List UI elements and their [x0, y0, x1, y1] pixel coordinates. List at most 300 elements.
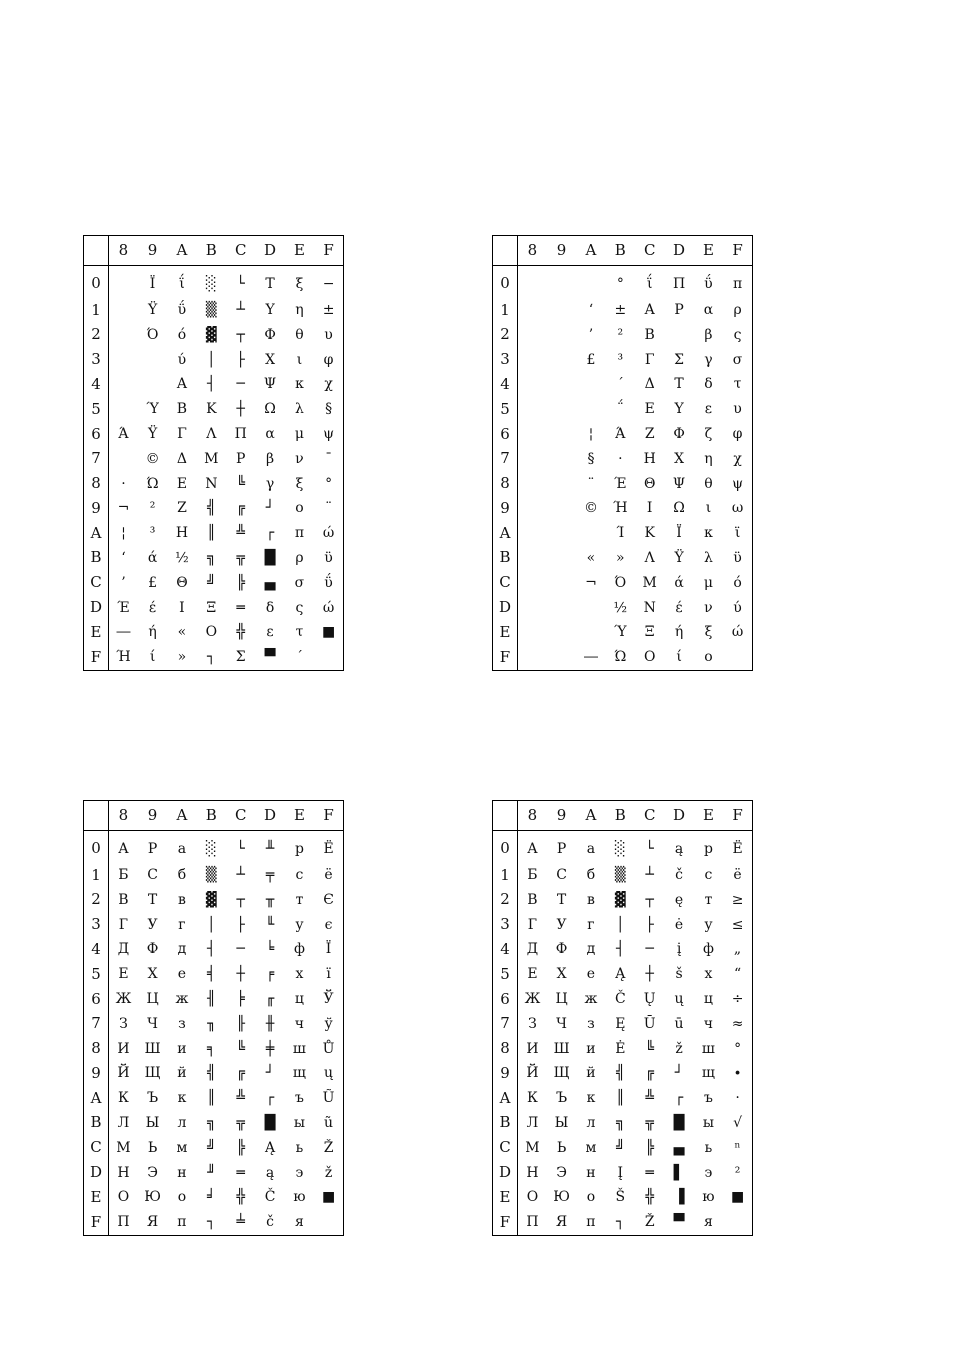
- table-row: [84, 595, 344, 620]
- glyph-cell: Ė: [615, 1040, 626, 1057]
- glyph-cell: ί: [676, 649, 682, 666]
- glyph-cell: Υ: [265, 302, 275, 319]
- glyph-cell: Β: [644, 326, 655, 343]
- table-row: [493, 831, 753, 863]
- glyph-cell: и: [586, 1040, 596, 1057]
- glyph-cell: И: [526, 1040, 539, 1057]
- table-row: [84, 863, 344, 888]
- glyph-cell: ■: [321, 1189, 336, 1206]
- glyph-cell: █: [264, 549, 276, 566]
- table-row: [493, 620, 753, 645]
- row-header: 6: [84, 987, 109, 1012]
- glyph-cell: ╬: [236, 1189, 245, 1206]
- table-row: [493, 987, 753, 1012]
- glyph-cell: ΰ: [704, 275, 713, 292]
- glyph-cell: └: [236, 275, 245, 292]
- glyph-cell: Ρ: [235, 450, 246, 467]
- glyph-cell: Ъ: [556, 1090, 568, 1107]
- glyph-cell: ο: [295, 500, 304, 517]
- glyph-cell: Ф: [146, 941, 159, 958]
- glyph-cell: ²: [617, 326, 624, 343]
- glyph-cell: х: [295, 966, 304, 983]
- glyph-cell: [547, 347, 576, 372]
- glyph-cell: А: [118, 840, 129, 857]
- glyph-cell: Λ: [644, 549, 655, 566]
- glyph-cell: Τ: [265, 275, 275, 292]
- glyph-cell: Ϊ: [676, 525, 682, 542]
- glyph-cell: ж: [175, 991, 189, 1008]
- glyph-cell: у: [704, 916, 713, 933]
- glyph-cell: π: [732, 275, 743, 292]
- glyph-cell: ύ: [177, 351, 187, 368]
- glyph-cell: ю: [293, 1189, 306, 1206]
- glyph-cell: т: [704, 891, 713, 908]
- table-row: [84, 1011, 344, 1036]
- row-header: 2: [493, 323, 518, 348]
- glyph-cell: ξ: [704, 624, 713, 641]
- column-header: C: [226, 801, 255, 831]
- glyph-cell: “: [733, 966, 742, 983]
- table-row: [84, 620, 344, 645]
- glyph-cell: ∙: [734, 1065, 741, 1082]
- glyph-cell: ░: [614, 840, 626, 857]
- glyph-cell: э: [295, 1164, 304, 1181]
- glyph-cell: ё: [733, 867, 742, 884]
- glyph-cell: [109, 298, 138, 323]
- glyph-cell: в: [177, 891, 186, 908]
- glyph-cell: ξ: [295, 275, 304, 292]
- glyph-cell: З: [119, 1015, 128, 1032]
- glyph-cell: ν: [295, 450, 304, 467]
- glyph-cell: К: [118, 1090, 129, 1107]
- glyph-cell: ρ: [295, 549, 304, 566]
- glyph-cell: ┤: [207, 376, 216, 393]
- glyph-cell: ΄: [295, 649, 303, 666]
- glyph-cell: Č: [614, 991, 626, 1008]
- glyph-cell: Μ: [642, 574, 657, 591]
- glyph-cell: [576, 372, 605, 397]
- glyph-cell: Я: [555, 1214, 568, 1231]
- table-row: [493, 266, 753, 298]
- glyph-cell: Ϋ: [147, 302, 158, 319]
- glyph-cell: [138, 347, 167, 372]
- glyph-cell: Л: [117, 1114, 130, 1131]
- glyph-cell: [723, 1210, 752, 1236]
- glyph-cell: и: [177, 1040, 187, 1057]
- row-header: 1: [84, 863, 109, 888]
- glyph-cell: ą: [265, 1164, 275, 1181]
- glyph-cell: ╩: [645, 1090, 654, 1107]
- glyph-cell: │: [616, 916, 625, 933]
- table-row: [84, 1160, 344, 1185]
- column-header: E: [285, 236, 314, 266]
- glyph-cell: Δ: [644, 376, 655, 393]
- column-header: E: [694, 236, 723, 266]
- row-header: D: [493, 595, 518, 620]
- glyph-cell: ▓: [205, 891, 217, 908]
- glyph-cell: а: [586, 840, 596, 857]
- glyph-cell: м: [585, 1139, 597, 1156]
- glyph-cell: Χ: [265, 351, 276, 368]
- table-row: [493, 937, 753, 962]
- row-header: 1: [84, 298, 109, 323]
- table-row: [84, 937, 344, 962]
- glyph-cell: [518, 266, 547, 298]
- glyph-cell: ╖: [207, 1015, 216, 1032]
- row-header: C: [84, 570, 109, 595]
- glyph-cell: Ů: [322, 1040, 335, 1057]
- glyph-cell: Е: [527, 966, 538, 983]
- column-header: C: [226, 236, 255, 266]
- glyph-cell: ’: [588, 326, 594, 343]
- glyph-cell: ╝: [207, 574, 216, 591]
- glyph-cell: ω: [731, 500, 744, 517]
- glyph-cell: Ι: [179, 599, 185, 616]
- glyph-cell: а: [177, 840, 187, 857]
- row-header: 8: [84, 471, 109, 496]
- table-row: [84, 1185, 344, 1210]
- glyph-cell: ╓: [265, 991, 275, 1008]
- glyph-cell: ь: [704, 1139, 713, 1156]
- glyph-cell: О: [117, 1189, 130, 1206]
- glyph-cell: ─: [236, 941, 245, 958]
- glyph-cell: ι: [705, 500, 712, 517]
- glyph-cell: Η: [175, 525, 189, 542]
- row-header: 7: [493, 446, 518, 471]
- glyph-cell: μ: [294, 426, 304, 443]
- table-row: [493, 521, 753, 546]
- row-header: 9: [84, 496, 109, 521]
- row-header: 4: [493, 372, 518, 397]
- glyph-cell: ╬: [645, 1189, 654, 1206]
- table-row: [493, 471, 753, 496]
- glyph-cell: β: [266, 450, 275, 467]
- glyph-cell: А: [527, 840, 538, 857]
- table-row: [493, 446, 753, 471]
- glyph-cell: ‘: [588, 302, 594, 319]
- row-header: C: [493, 1135, 518, 1160]
- glyph-cell: ╔: [236, 500, 245, 517]
- glyph-cell: ъ: [703, 1090, 713, 1107]
- glyph-cell: ╗: [207, 1114, 216, 1131]
- table-row: [493, 962, 753, 987]
- glyph-cell: е: [586, 966, 596, 983]
- row-header: 4: [84, 937, 109, 962]
- glyph-cell: λ: [295, 401, 304, 418]
- glyph-cell: „: [733, 941, 742, 958]
- glyph-cell: [518, 446, 547, 471]
- glyph-cell: ╩: [236, 1090, 245, 1107]
- glyph-cell: Į: [617, 1164, 624, 1181]
- column-header: B: [606, 236, 635, 266]
- row-header: 3: [493, 347, 518, 372]
- glyph-cell: ф: [293, 941, 305, 958]
- row-header: 6: [84, 422, 109, 447]
- glyph-cell: ±: [322, 302, 335, 319]
- glyph-cell: [547, 266, 576, 298]
- glyph-cell: μ: [703, 574, 713, 591]
- glyph-cell: »: [616, 549, 625, 566]
- row-header: 7: [84, 1011, 109, 1036]
- row-header: 8: [493, 471, 518, 496]
- glyph-cell: Т: [147, 891, 158, 908]
- glyph-cell: ▓: [614, 891, 626, 908]
- glyph-cell: п: [586, 1214, 596, 1231]
- column-header: 8: [518, 801, 547, 831]
- glyph-cell: ═: [645, 1164, 654, 1181]
- glyph-cell: Š: [615, 1189, 626, 1206]
- glyph-cell: ║: [207, 525, 216, 542]
- column-header: B: [197, 236, 226, 266]
- glyph-cell: [518, 595, 547, 620]
- row-header: 8: [84, 1036, 109, 1061]
- glyph-cell: Р: [556, 840, 567, 857]
- glyph-cell: ╚: [236, 475, 245, 492]
- table-row: [493, 1185, 753, 1210]
- glyph-cell: Ь: [147, 1139, 158, 1156]
- glyph-cell: α: [265, 426, 275, 443]
- glyph-cell: α: [703, 302, 714, 319]
- row-header: 5: [493, 962, 518, 987]
- glyph-cell: д: [177, 941, 187, 958]
- glyph-cell: ΰ: [324, 574, 333, 591]
- glyph-cell: Ι: [646, 500, 653, 517]
- table-row: [493, 645, 753, 671]
- row-header: 7: [84, 446, 109, 471]
- glyph-cell: λ: [704, 549, 713, 566]
- glyph-cell: Ū: [643, 1015, 656, 1032]
- glyph-cell: щ: [292, 1065, 306, 1082]
- table-row: [493, 1011, 753, 1036]
- glyph-cell: Ą: [615, 966, 626, 983]
- glyph-cell: ύ: [733, 599, 742, 616]
- glyph-cell: ╤: [265, 867, 275, 884]
- glyph-cell: О: [526, 1189, 539, 1206]
- glyph-cell: [109, 347, 138, 372]
- glyph-cell: Η: [643, 450, 656, 467]
- table-row: [84, 1135, 344, 1160]
- row-header: 8: [493, 1036, 518, 1061]
- glyph-cell: ъ: [294, 1090, 304, 1107]
- glyph-cell: [518, 521, 547, 546]
- glyph-cell: υ: [733, 401, 742, 418]
- glyph-cell: ў: [324, 1015, 333, 1032]
- glyph-cell: ─: [645, 941, 654, 958]
- glyph-cell: ž: [324, 1164, 333, 1181]
- glyph-cell: °: [734, 1040, 742, 1057]
- glyph-cell: ├: [645, 916, 654, 933]
- glyph-cell: о: [586, 1189, 596, 1206]
- glyph-cell: ϋ: [324, 549, 333, 566]
- glyph-cell: ї: [326, 966, 331, 983]
- glyph-cell: ū: [674, 1015, 684, 1032]
- glyph-cell: [109, 323, 138, 348]
- glyph-cell: [576, 521, 605, 546]
- code-table-bottom-right: [492, 800, 753, 1236]
- glyph-cell: ·: [618, 450, 623, 467]
- row-header: A: [84, 1086, 109, 1111]
- glyph-cell: К: [527, 1090, 538, 1107]
- glyph-cell: Щ: [553, 1065, 570, 1082]
- glyph-cell: δ: [265, 599, 275, 616]
- glyph-cell: ζ: [704, 426, 713, 443]
- glyph-cell: ┴: [645, 867, 654, 884]
- glyph-cell: ψ: [732, 475, 744, 492]
- glyph-cell: ΰ: [177, 302, 187, 319]
- row-header: B: [493, 546, 518, 571]
- glyph-cell: м: [176, 1139, 188, 1156]
- row-header: D: [84, 595, 109, 620]
- glyph-cell: ╥: [265, 891, 275, 908]
- glyph-cell: ┐: [207, 1214, 216, 1231]
- row-header: 1: [493, 863, 518, 888]
- table-row: [493, 912, 753, 937]
- glyph-cell: −: [322, 275, 335, 292]
- table-row: [84, 347, 344, 372]
- header-row: [493, 236, 753, 266]
- row-header: B: [84, 1111, 109, 1136]
- glyph-cell: §: [325, 401, 333, 418]
- glyph-cell: Х: [556, 966, 567, 983]
- glyph-cell: Ύ: [146, 401, 159, 418]
- row-header: 2: [493, 888, 518, 913]
- glyph-cell: ╣: [207, 500, 216, 517]
- glyph-cell: [547, 570, 576, 595]
- glyph-cell: Й: [526, 1065, 539, 1082]
- column-header: 8: [109, 236, 138, 266]
- glyph-cell: ╝: [207, 1139, 216, 1156]
- glyph-cell: Б: [527, 867, 538, 884]
- glyph-cell: ¨: [587, 475, 595, 492]
- glyph-cell: б: [586, 867, 596, 884]
- row-header: 7: [493, 1011, 518, 1036]
- glyph-cell: В: [527, 891, 538, 908]
- glyph-cell: С: [147, 867, 158, 884]
- row-header: B: [493, 1111, 518, 1136]
- glyph-cell: ½: [613, 599, 628, 616]
- glyph-cell: Κ: [206, 401, 217, 418]
- glyph-cell: ũ: [324, 1114, 334, 1131]
- code-table-top-right: [492, 235, 753, 671]
- column-header: F: [314, 236, 343, 266]
- glyph-cell: ²: [149, 500, 156, 517]
- glyph-cell: ┘: [265, 1065, 275, 1082]
- glyph-cell: į: [676, 941, 682, 958]
- glyph-cell: Σ: [674, 351, 685, 368]
- glyph-cell: ║: [616, 1090, 625, 1107]
- glyph-cell: Ж: [524, 991, 541, 1008]
- glyph-cell: ―: [583, 649, 598, 666]
- glyph-cell: Δ: [176, 450, 187, 467]
- glyph-cell: ц: [703, 991, 713, 1008]
- glyph-cell: Λ: [206, 426, 217, 443]
- glyph-cell: з: [178, 1015, 186, 1032]
- glyph-cell: Ψ: [263, 376, 277, 393]
- glyph-cell: ╟: [236, 1015, 245, 1032]
- column-header: E: [694, 801, 723, 831]
- glyph-cell: Н: [526, 1164, 539, 1181]
- glyph-cell: ę: [674, 891, 684, 908]
- glyph-cell: ⁿ: [734, 1139, 741, 1156]
- glyph-cell: ’: [121, 574, 126, 591]
- glyph-cell: κ: [704, 525, 713, 542]
- glyph-cell: Т: [556, 891, 567, 908]
- glyph-cell: Ю: [553, 1189, 570, 1206]
- glyph-cell: [518, 496, 547, 521]
- row-header: 4: [493, 937, 518, 962]
- glyph-cell: Ь: [556, 1139, 567, 1156]
- glyph-cell: [518, 422, 547, 447]
- glyph-cell: [723, 645, 752, 671]
- table-row: [84, 1036, 344, 1061]
- glyph-cell: [518, 372, 547, 397]
- glyph-cell: █: [673, 1114, 685, 1131]
- glyph-cell: ε: [704, 401, 713, 418]
- header-row: [84, 801, 344, 831]
- glyph-cell: ╘: [265, 941, 275, 958]
- glyph-cell: ╚: [236, 1040, 245, 1057]
- glyph-cell: ¨: [325, 500, 333, 517]
- glyph-cell: Α: [644, 302, 655, 319]
- glyph-cell: Ό: [146, 326, 159, 343]
- glyph-cell: Я: [146, 1214, 159, 1231]
- glyph-cell: ы: [702, 1114, 715, 1131]
- table-row: [84, 446, 344, 471]
- glyph-cell: ы: [293, 1114, 306, 1131]
- glyph-cell: Й: [117, 1065, 130, 1082]
- glyph-cell: [138, 372, 167, 397]
- glyph-cell: Έ: [117, 599, 130, 616]
- glyph-cell: Θ: [176, 574, 188, 591]
- glyph-cell: [518, 620, 547, 645]
- table-row: [84, 645, 344, 671]
- glyph-cell: щ: [701, 1065, 715, 1082]
- glyph-cell: ¬: [585, 574, 597, 591]
- glyph-cell: «: [586, 549, 596, 566]
- glyph-cell: Г: [118, 916, 129, 933]
- glyph-cell: ≥: [731, 891, 744, 908]
- row-header: A: [493, 1086, 518, 1111]
- glyph-cell: л: [586, 1114, 596, 1131]
- glyph-cell: Υ: [674, 401, 684, 418]
- glyph-cell: č: [675, 867, 683, 884]
- table-row: [493, 570, 753, 595]
- glyph-cell: ³: [617, 351, 624, 368]
- glyph-cell: ж: [584, 991, 598, 1008]
- glyph-cell: ╡: [207, 966, 216, 983]
- glyph-cell: Ё: [732, 840, 743, 857]
- glyph-cell: ░: [205, 275, 217, 292]
- glyph-cell: л: [177, 1114, 187, 1131]
- glyph-cell: ╣: [616, 1065, 625, 1082]
- glyph-cell: ί: [149, 649, 156, 666]
- glyph-cell: Β: [176, 401, 188, 418]
- row-header: E: [84, 1185, 109, 1210]
- glyph-cell: Φ: [673, 426, 685, 443]
- glyph-cell: [314, 645, 343, 671]
- glyph-cell: ╔: [645, 1065, 654, 1082]
- column-header: F: [723, 801, 752, 831]
- column-header: B: [197, 801, 226, 831]
- table-row: [493, 1210, 753, 1236]
- glyph-cell: Ν: [643, 599, 656, 616]
- glyph-cell: й: [177, 1065, 187, 1082]
- column-header: 8: [518, 236, 547, 266]
- glyph-cell: ф: [702, 941, 714, 958]
- glyph-cell: κ: [295, 376, 304, 393]
- glyph-cell: ▐: [673, 1189, 685, 1206]
- row-header: 5: [84, 397, 109, 422]
